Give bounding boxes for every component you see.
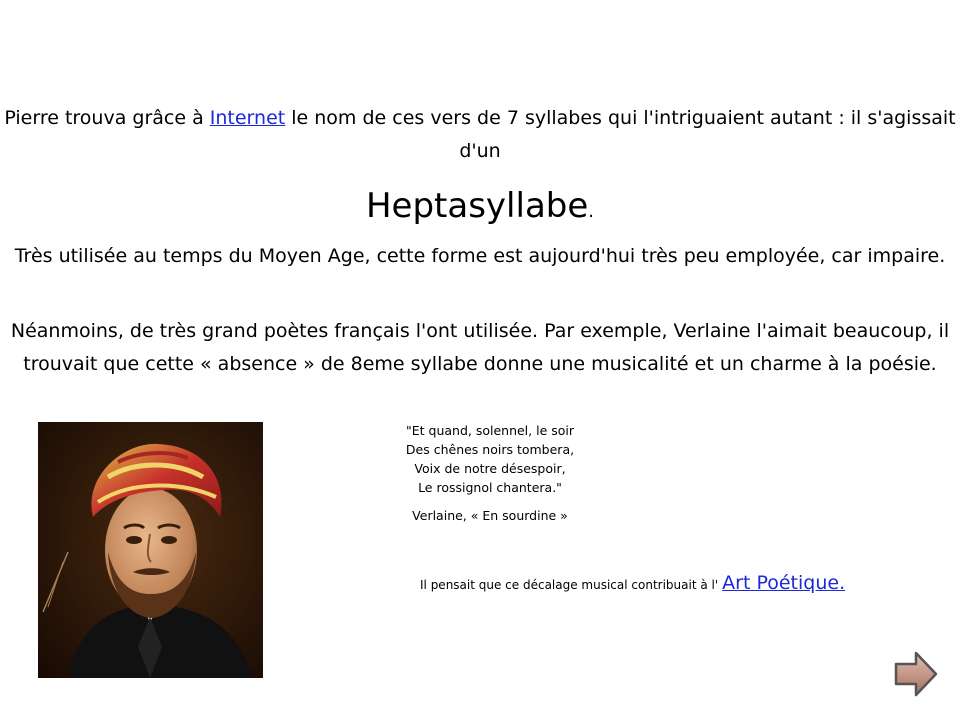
portrait-image <box>38 422 263 678</box>
next-arrow-icon[interactable] <box>893 650 939 698</box>
portrait-painting-icon <box>38 422 263 678</box>
intro-paragraph <box>0 102 960 168</box>
poem-line: "Et quand, solennel, le soir <box>405 423 575 438</box>
art-poetique-link[interactable]: Art Poétique. <box>722 572 846 594</box>
verlaine-paragraph: Néanmoins, de très grand poètes français l'ont utilisée. Par exemple, Verlaine l'aimait beaucoup, il trouvait que cette « absence » de 8eme syllabe donne une musicalité et un charme à la poésie. <box>10 320 950 375</box>
internet-link[interactable]: Internet <box>209 107 286 129</box>
intro-text-end: le nom de ces vers de 7 syllabes qui l'intriguaient autant : il s'agissait d'un <box>285 107 956 162</box>
intro-text-start: Pierre trouva grâce à <box>4 107 210 129</box>
poem-credit: Verlaine, « En sourdine » <box>412 508 568 523</box>
title-word: Heptasyllabe <box>365 186 589 226</box>
art-poetique-note <box>420 572 845 594</box>
poem-excerpt <box>340 421 640 497</box>
title-dot: . <box>588 201 595 222</box>
page-title <box>0 184 960 234</box>
poem-line: Voix de notre désespoir, <box>414 461 566 476</box>
musical-text: Il pensait que ce décalage musical contribuait à l' <box>420 578 719 592</box>
poem-line: Le rossignol chantera." <box>418 480 562 495</box>
poem-line: Des chênes noirs tombera, <box>405 442 575 457</box>
history-paragraph: Très utilisée au temps du Moyen Age, cette forme est aujourd'hui très peu employée, car impaire. <box>14 245 946 267</box>
